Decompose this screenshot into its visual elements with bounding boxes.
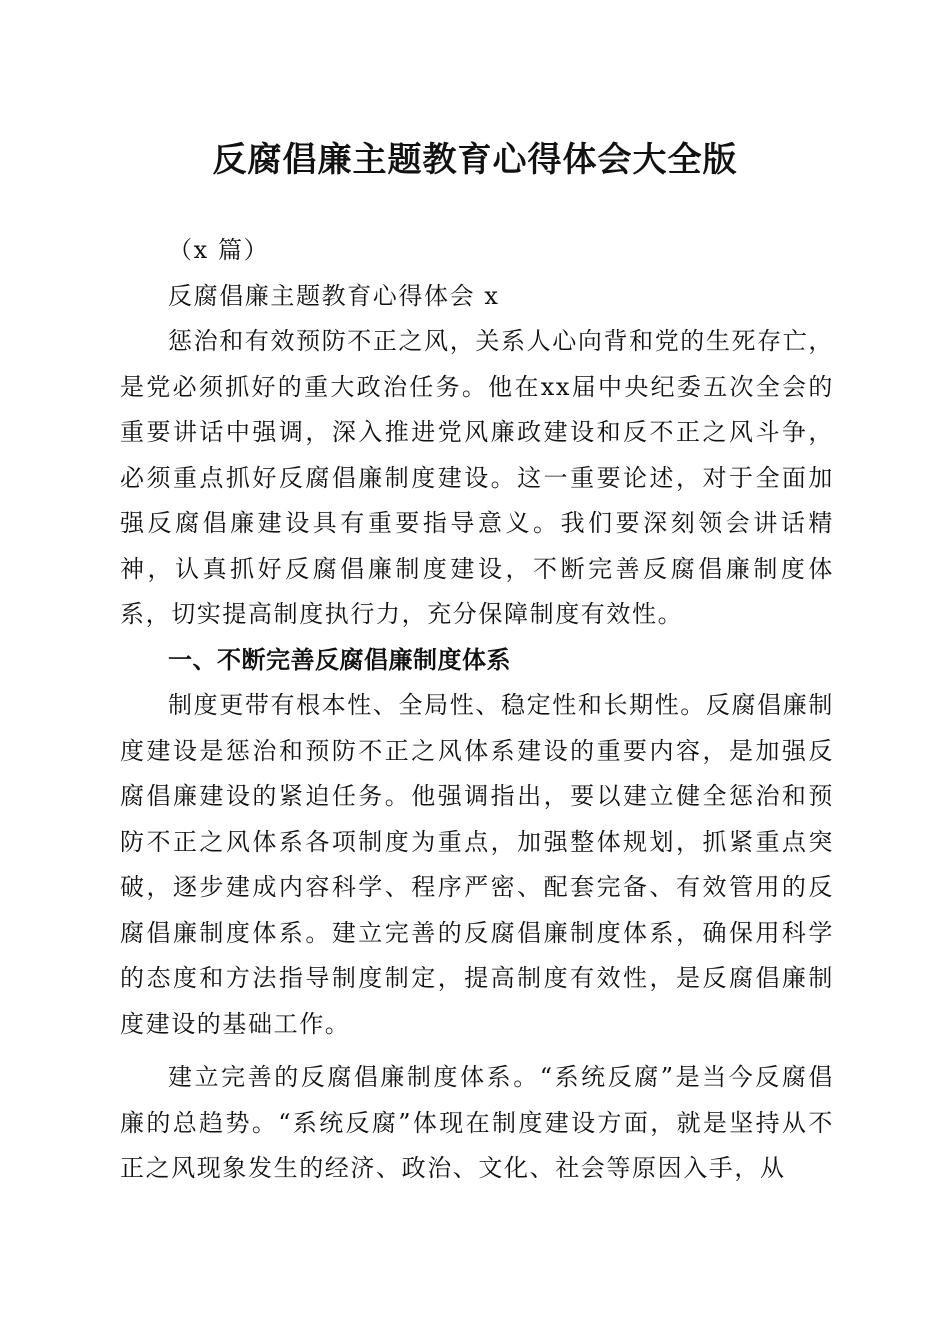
intro-paragraph: 惩治和有效预防不正之风，关系人心向背和党的生死存亡，是党必须抓好的重大政治任务。他在xx届中央纪委五次全会的重要讲话中强调，深入推进党风廉政建设和反不正之风斗争，必须重点抓好反腐倡廉制度建设。这一重要论述，对于全面加强反腐倡廉建设具有重要指导意义。我们要深刻领会讲话精神，认真抓好反腐倡廉制度建设，不断完善反腐倡廉制度体系，切实提高制度执行力，充分保障制度有效性。 <box>120 327 834 628</box>
article-subtitle: 反腐倡廉主题教育心得体会 x <box>168 281 500 310</box>
document-title: 反腐倡廉主题教育心得体会大全版 <box>212 140 738 180</box>
section-heading: 一、不断完善反腐倡廉制度体系 <box>168 645 511 674</box>
section-paragraph-2: 建立完善的反腐倡廉制度体系。“系统反腐”是当今反腐倡廉的总趋势。“系统反腐”体现在制度建设方面，就是坚持从不正之风现象发生的经济、政治、文化、社会等原因入手，从 <box>120 1063 834 1182</box>
section-paragraph-1: 制度更带有根本性、全局性、稳定性和长期性。反腐倡廉制度建设是惩治和预防不正之风体系建设的重要内容，是加强反腐倡廉建设的紧迫任务。他强调指出，要以建立健全惩治和预防不正之风体系各项制度为重点，加强整体规划，抓紧重点突破，逐步建成内容科学、程序严密、配套完备、有效管用的反腐倡廉制度体系。建立完善的反腐倡廉制度体系，确保用科学的态度和方法指导制度制定，提高制度有效性，是反腐倡廉制度建设的基础工作。 <box>120 691 834 1038</box>
paragraph-gap <box>120 1047 834 1055</box>
document-body <box>120 228 834 1192</box>
article-count-note: （x 篇） <box>168 236 270 264</box>
